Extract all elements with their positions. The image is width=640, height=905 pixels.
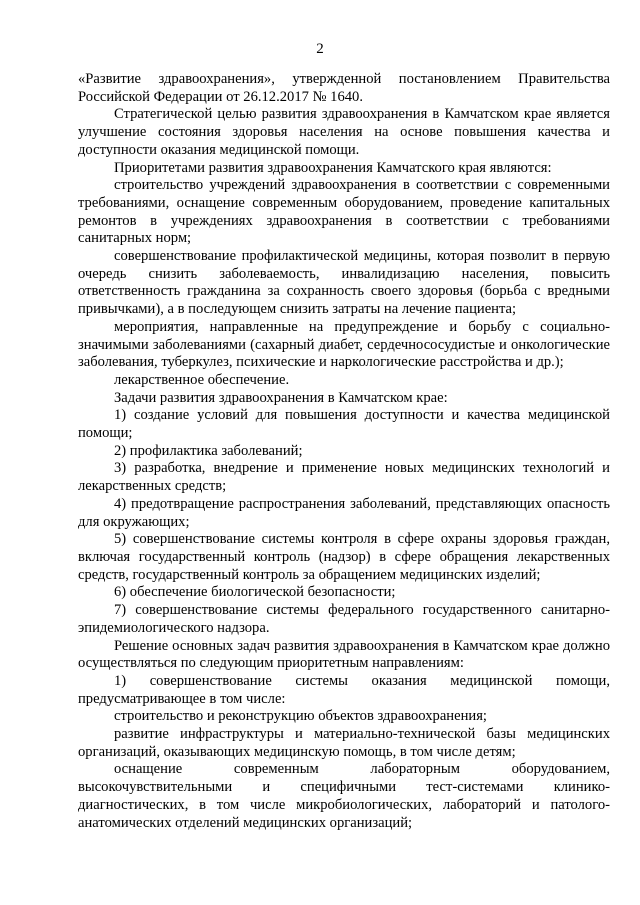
paragraph: «Развитие здравоохранения», утвержденной постановлением Правительства Российской Федерации от 26.12.2017 № 1640. — [78, 71, 610, 105]
paragraph: 1) создание условий для повышения доступности и качества медицинской помощи; — [78, 407, 610, 442]
paragraph: Стратегической целью развития здравоохранения в Камчатском крае является улучшение состояния здоровья населения на основе повышения качества и доступности оказания медицинской помощи. — [78, 106, 610, 158]
paragraph: Решение основных задач развития здравоохранения в Камчатском крае должно осуществляться по следующим приоритетным направлениям: — [78, 637, 610, 672]
document-body — [78, 71, 610, 832]
paragraph: 7) совершенствование системы федерального государственного санитарно-эпидемиологического надзора. — [78, 602, 610, 636]
paragraph: 3) разработка, внедрение и применение новых медицинских технологий и лекарственных средств; — [78, 460, 610, 495]
paragraph: мероприятия, направленные на предупреждение и борьбу с социально-значимыми заболеваниями (сахарный диабет, сердечнососудистые и онкологические заболевания, туберкулез, психические и наркологические расстройства и др.); — [78, 318, 610, 371]
paragraph: строительство и реконструкцию объектов здравоохранения; — [114, 708, 487, 725]
paragraph: Приоритетами развития здравоохранения Камчатского края являются: — [114, 159, 552, 176]
paragraph: строительство учреждений здравоохранения в соответствии с современными требованиями, оснащение современным оборудованием, проведение капитальных ремонтов в учреждениях здравоохранения в соответствии с требованиями санитарных норм; — [78, 177, 610, 247]
paragraph: лекарственное обеспечение. — [114, 371, 290, 388]
paragraph: 5) совершенствование системы контроля в сфере охраны здоровья граждан, включая государственный контроль (надзор) в сфере обращения лекарственных средств, государственный контроль за обращением медицинских изделий; — [78, 531, 610, 583]
paragraph: развитие инфраструктуры и материально-технической базы медицинских организаций, оказывающих медицинскую помощь, в том числе детям; — [78, 726, 610, 760]
paragraph: 2) профилактика заболеваний; — [114, 442, 303, 459]
paragraph: 1) совершенствование системы оказания медицинской помощи, предусматривающее в том числе: — [78, 672, 610, 707]
paragraph: Задачи развития здравоохранения в Камчатском крае: — [114, 389, 448, 406]
paragraph: 4) предотвращение распространения заболеваний, представляющих опасность для окружающих; — [78, 495, 610, 530]
page-number: 2 — [316, 41, 324, 57]
paragraph: совершенствование профилактической медицины, которая позволит в первую очередь снизить заболеваемость, инвалидизацию населения, повысить ответственность гражданина за сохранность своего здоровья (борьба с вредными привычками), а в последующем снизить затраты на лечение пациента; — [78, 248, 610, 318]
paragraph: 6) обеспечение биологической безопасности; — [114, 584, 396, 601]
paragraph: оснащение современным лабораторным оборудованием, высокочувствительными и специфичными тест-системами клинико-диагностических, в том числе микробиологических, лабораторий и патолого-анатомических отделений медицинских организаций; — [78, 761, 610, 831]
